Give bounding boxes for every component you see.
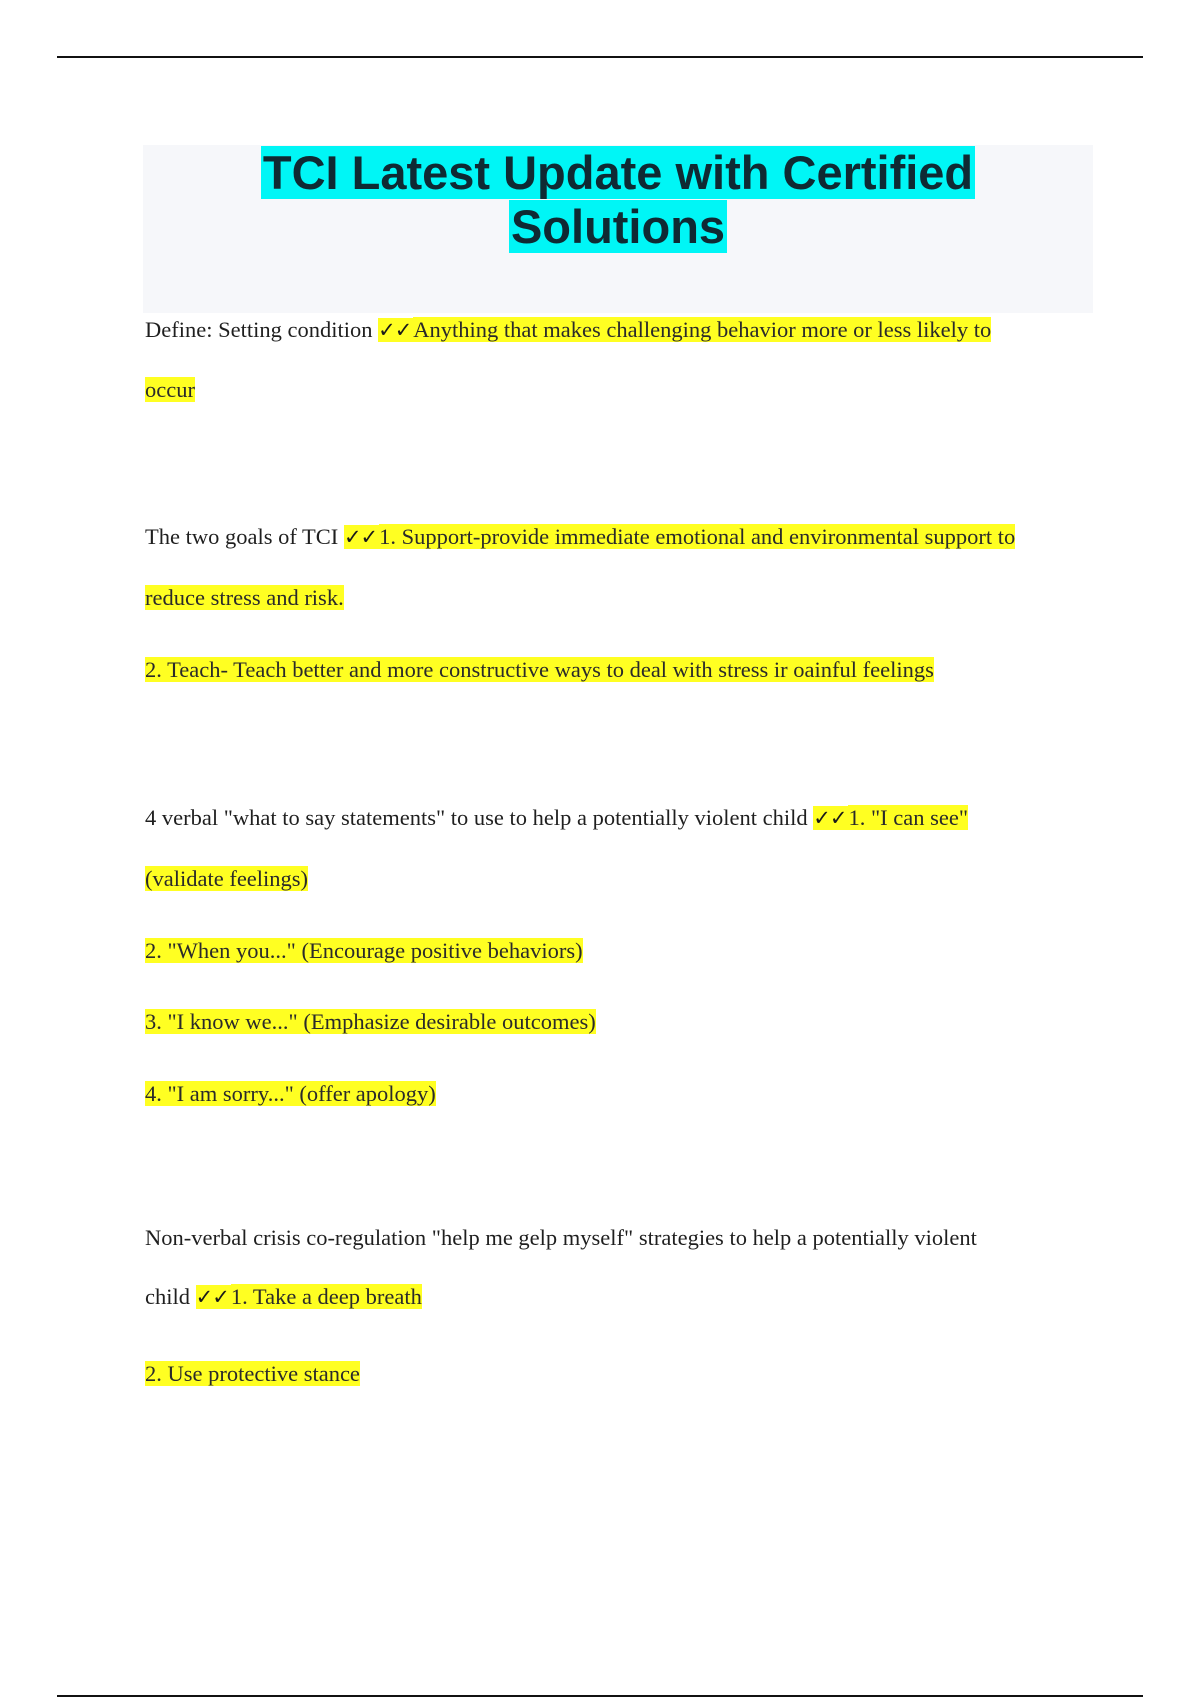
qa-2-line-2: [145, 583, 344, 613]
qa-3-line-5: [145, 1079, 436, 1109]
qa-4-line-1: [145, 1223, 977, 1253]
qa-2-question: The two goals of TCI: [145, 524, 339, 549]
qa-3-answer-line-3: 2. "When you..." (Encourage positive behaviors): [145, 938, 583, 963]
qa-3-answer-line-1: 1. "I can see": [848, 805, 969, 830]
qa-3-answer-line-5: 4. "I am sorry..." (offer apology): [145, 1081, 436, 1106]
qa-3-line-3: [145, 936, 583, 966]
qa-3-line-4: [145, 1007, 596, 1037]
qa-2-line-3: [145, 655, 934, 685]
qa-4-line-2: [145, 1282, 422, 1312]
qa-3-line-2: [145, 864, 308, 894]
qa-2-answer-line-3: 2. Teach- Teach better and more constructive ways to deal with stress ir oainful feelings: [145, 657, 934, 682]
qa-2-line-1: [145, 522, 1015, 552]
qa-4-line-3: [145, 1359, 360, 1389]
title-line-2: Solutions: [510, 200, 726, 253]
qa-1-question: Define: Setting condition: [145, 317, 373, 342]
checkmark-icon: ✓✓: [813, 806, 847, 830]
qa-1-line-1: [145, 315, 991, 345]
bottom-rule: [57, 1695, 1143, 1697]
qa-4-question-line-1: Non-verbal crisis co-regulation "help me gelp myself" strategies to help a potentially violent: [145, 1225, 977, 1250]
top-rule: [57, 56, 1143, 58]
qa-3-question: 4 verbal "what to say statements" to use to help a potentially violent child: [145, 805, 808, 830]
qa-2-answer-line-1: 1. Support-provide immediate emotional and environmental support to: [379, 524, 1016, 549]
checkmark-icon: ✓✓: [343, 525, 378, 549]
qa-3-answer-line-4: 3. "I know we..." (Emphasize desirable outcomes): [145, 1009, 596, 1034]
qa-1-line-2: [145, 375, 195, 405]
checkmark-icon: ✓✓: [378, 318, 412, 342]
qa-1-answer-line-1: Anything that makes challenging behavior more or less likely to: [413, 317, 992, 342]
qa-3-answer-line-2: (validate feelings): [145, 866, 309, 891]
qa-4-answer-line-2: 2. Use protective stance: [145, 1361, 360, 1386]
qa-4-answer-line-1: 1. Take a deep breath: [230, 1284, 422, 1309]
qa-2-answer-line-2: reduce stress and risk.: [145, 585, 344, 610]
page-title: [143, 146, 1093, 254]
qa-4-question-line-2: child: [145, 1284, 190, 1309]
title-line-1: TCI Latest Update with Certified: [262, 146, 974, 199]
checkmark-icon: ✓✓: [195, 1285, 229, 1309]
qa-1-answer-line-2: occur: [145, 377, 195, 402]
qa-3-line-1: [145, 803, 968, 833]
